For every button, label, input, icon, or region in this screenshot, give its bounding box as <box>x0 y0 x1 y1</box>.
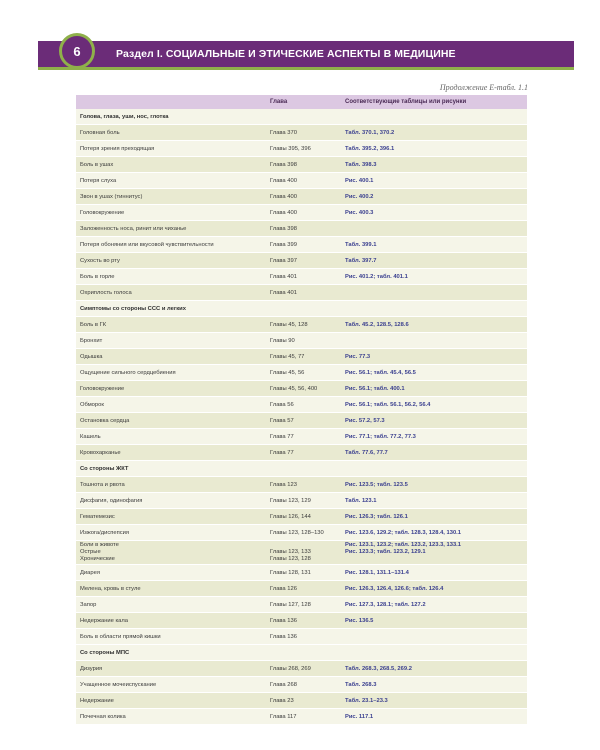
symptom-cell: Головокружение <box>76 205 266 221</box>
symptom-cell: Учащенное мочеиспускание <box>76 677 266 693</box>
refs-cell: Табл. 268.3, 268.5, 269.2 <box>341 661 527 677</box>
table-row <box>76 629 527 645</box>
symptom-cell: Боль в горле <box>76 269 266 285</box>
table-row <box>76 445 527 461</box>
refs-cell: Рис. 126.3; табл. 126.1 <box>341 509 527 525</box>
refs-cell: Табл. 397.7 <box>341 253 527 269</box>
refs-cell: Табл. 370.1, 370.2 <box>341 125 527 141</box>
refs-cell-line <box>345 556 523 563</box>
table-row <box>76 597 527 613</box>
refs-cell: Рис. 126.3, 126.4, 126.6; табл. 126.4 <box>341 581 527 597</box>
refs-cell: Рис. 128.1, 131.1–131.4 <box>341 565 527 581</box>
section-heading: Со стороны ЖКТ <box>76 461 527 477</box>
section-heading-row <box>76 461 527 477</box>
chapter-cell-line: Главы 123, 133 <box>270 549 311 555</box>
chapter-cell: Главы 45, 56 <box>266 365 341 381</box>
chapter-cell: Глава 123 <box>266 477 341 493</box>
chapter-cell: Глава 401 <box>266 269 341 285</box>
symptom-cell: Охриплость голоса <box>76 285 266 301</box>
refs-cell: Рис. 123.5; табл. 123.5 <box>341 477 527 493</box>
symptom-cell: Боль в области прямой кишки <box>76 629 266 645</box>
chapter-cell: Глава 136 <box>266 613 341 629</box>
refs-cell: Рис. 136.5 <box>341 613 527 629</box>
section-heading-row <box>76 109 527 125</box>
symptom-cell: Головокружение <box>76 381 266 397</box>
section-heading: Со стороны МПС <box>76 645 527 661</box>
chapter-cell: Главы 45, 77 <box>266 349 341 365</box>
chapter-cell: Главы 126, 144 <box>266 509 341 525</box>
refs-cell: Табл. 268.3 <box>341 677 527 693</box>
refs-cell: Рис. 127.3, 128.1; табл. 127.2 <box>341 597 527 613</box>
symptom-cell: Потеря зрения преходящая <box>76 141 266 157</box>
refs-cell <box>341 541 527 565</box>
refs-cell: Табл. 123.1 <box>341 493 527 509</box>
symptom-cell: Недержание <box>76 693 266 709</box>
symptom-cell: Потеря слуха <box>76 173 266 189</box>
refs-cell: Табл. 399.1 <box>341 237 527 253</box>
chapter-cell: Главы 45, 128 <box>266 317 341 333</box>
table-row <box>76 493 527 509</box>
table-row <box>76 525 527 541</box>
chapter-banner <box>38 41 574 70</box>
table-row <box>76 429 527 445</box>
symptom-cell: Кровохарканье <box>76 445 266 461</box>
symptom-cell <box>76 541 266 565</box>
symptom-cell: Сухость во рту <box>76 253 266 269</box>
chapter-cell: Глава 56 <box>266 397 341 413</box>
refs-cell <box>341 629 527 645</box>
symptom-cell: Боль в ГК <box>76 317 266 333</box>
symptom-cell: Заложенность носа, ринит или чиханье <box>76 221 266 237</box>
refs-cell <box>341 285 527 301</box>
symptom-cell: Запор <box>76 597 266 613</box>
table-header-row <box>76 95 527 109</box>
table-row <box>76 237 527 253</box>
refs-cell: Рис. 400.3 <box>341 205 527 221</box>
table-row <box>76 221 527 237</box>
refs-cell: Табл. 395.2, 396.1 <box>341 141 527 157</box>
table-row <box>76 397 527 413</box>
chapter-cell: Глава 126 <box>266 581 341 597</box>
refs-cell: Рис. 123.6, 129.2; табл. 128.3, 128.4, 130.1 <box>341 525 527 541</box>
refs-cell <box>341 221 527 237</box>
chapter-cell: Главы 123, 129 <box>266 493 341 509</box>
symptom-cell: Боль в ушах <box>76 157 266 173</box>
table-row <box>76 125 527 141</box>
refs-cell: Рис. 77.3 <box>341 349 527 365</box>
symptom-cell: Тошнота и рвота <box>76 477 266 493</box>
table-row <box>76 333 527 349</box>
symptom-cell: Почечная колика <box>76 709 266 725</box>
symptom-cell: Дизурия <box>76 661 266 677</box>
symptom-cell-line: Боли в животе <box>80 542 119 548</box>
column-header-refs: Соответствующие таблицы или рисунки <box>341 95 527 109</box>
section-heading-row <box>76 301 527 317</box>
chapter-cell: Глава 77 <box>266 429 341 445</box>
refs-cell: Табл. 77.6, 77.7 <box>341 445 527 461</box>
chapter-cell: Глава 268 <box>266 677 341 693</box>
symptom-cell-line: Острые <box>80 549 101 555</box>
chapter-cell: Главы 127, 128 <box>266 597 341 613</box>
column-header-chapter: Глава <box>266 95 341 109</box>
chapter-cell: Глава 400 <box>266 173 341 189</box>
refs-cell: Рис. 56.1; табл. 56.1, 56.2, 56.4 <box>341 397 527 413</box>
chapter-cell: Глава 77 <box>266 445 341 461</box>
chapter-cell-line <box>270 542 337 549</box>
table-row <box>76 661 527 677</box>
refs-cell: Табл. 398.3 <box>341 157 527 173</box>
table-row <box>76 365 527 381</box>
table-row <box>76 189 527 205</box>
chapter-cell: Глава 399 <box>266 237 341 253</box>
symptom-cell: Мелена, кровь в стуле <box>76 581 266 597</box>
table-row <box>76 349 527 365</box>
table-row <box>76 509 527 525</box>
refs-cell: Рис. 400.1 <box>341 173 527 189</box>
chapter-cell: Глава 370 <box>266 125 341 141</box>
section-heading: Симптомы со стороны ССС и легких <box>76 301 527 317</box>
table-row <box>76 381 527 397</box>
chapter-cell <box>266 541 341 565</box>
column-header-symptom <box>76 95 266 109</box>
refs-cell: Рис. 56.1; табл. 45.4, 56.5 <box>341 365 527 381</box>
table-row <box>76 541 527 565</box>
refs-cell-line: Рис. 123.1, 123.2; табл. 123.2, 123.3, 133.1 <box>345 542 462 548</box>
refs-cell: Рис. 400.2 <box>341 189 527 205</box>
chapter-cell: Глава 136 <box>266 629 341 645</box>
symptom-cell: Одышка <box>76 349 266 365</box>
chapter-cell: Главы 268, 269 <box>266 661 341 677</box>
table-row <box>76 565 527 581</box>
symptoms-table <box>76 95 527 725</box>
symptom-cell: Головная боль <box>76 125 266 141</box>
chapter-cell: Глава 117 <box>266 709 341 725</box>
section-title: Раздел I. СОЦИАЛЬНЫЕ И ЭТИЧЕСКИЕ АСПЕКТЫ В МЕДИЦИНЕ <box>116 48 456 60</box>
refs-cell: Рис. 77.1; табл. 77.2, 77.3 <box>341 429 527 445</box>
table-row <box>76 581 527 597</box>
refs-cell: Рис. 57.2, 57.3 <box>341 413 527 429</box>
chapter-cell: Главы 90 <box>266 333 341 349</box>
symptom-cell: Звон в ушах (тиннитус) <box>76 189 266 205</box>
section-heading: Голова, глаза, уши, нос, глотка <box>76 109 527 125</box>
symptom-cell: Потеря обоняния или вкусовой чувствительности <box>76 237 266 253</box>
symptom-cell: Бронхит <box>76 333 266 349</box>
section-heading-row <box>76 645 527 661</box>
symptom-cell: Кашель <box>76 429 266 445</box>
chapter-cell: Главы 45, 56, 400 <box>266 381 341 397</box>
symptom-cell: Диарея <box>76 565 266 581</box>
chapter-cell: Глава 57 <box>266 413 341 429</box>
chapter-cell: Глава 398 <box>266 221 341 237</box>
page-number: 6 <box>59 33 95 69</box>
symptom-cell-line: Хронические <box>80 556 115 562</box>
chapter-cell: Глава 23 <box>266 693 341 709</box>
table-row <box>76 413 527 429</box>
table-row <box>76 693 527 709</box>
table-row <box>76 317 527 333</box>
chapter-cell: Глава 401 <box>266 285 341 301</box>
table-caption: Продолжение Е-табл. 1.1 <box>439 83 528 92</box>
table-row <box>76 709 527 725</box>
chapter-cell: Глава 397 <box>266 253 341 269</box>
chapter-cell: Главы 128, 131 <box>266 565 341 581</box>
chapter-cell: Глава 400 <box>266 189 341 205</box>
symptom-cell: Ощущение сильного сердцебиения <box>76 365 266 381</box>
refs-cell <box>341 333 527 349</box>
symptom-cell: Дисфагия, одинофагия <box>76 493 266 509</box>
chapter-cell: Главы 123, 128–130 <box>266 525 341 541</box>
refs-cell: Рис. 56.1; табл. 400.1 <box>341 381 527 397</box>
chapter-cell: Глава 400 <box>266 205 341 221</box>
symptom-cell: Остановка сердца <box>76 413 266 429</box>
table-row <box>76 157 527 173</box>
refs-cell: Табл. 23.1–23.3 <box>341 693 527 709</box>
table-row <box>76 613 527 629</box>
table-row <box>76 141 527 157</box>
symptom-cell: Изжога/диспепсия <box>76 525 266 541</box>
table-row <box>76 477 527 493</box>
symptom-cell: Гематемезис <box>76 509 266 525</box>
table-row <box>76 269 527 285</box>
symptom-cell: Недержание кала <box>76 613 266 629</box>
table-row <box>76 253 527 269</box>
chapter-cell-line: Главы 123, 128 <box>270 556 311 562</box>
refs-cell: Рис. 401.2; табл. 401.1 <box>341 269 527 285</box>
table-row <box>76 677 527 693</box>
symptom-cell: Обморок <box>76 397 266 413</box>
table-row <box>76 285 527 301</box>
refs-cell: Рис. 117.1 <box>341 709 527 725</box>
chapter-cell: Глава 398 <box>266 157 341 173</box>
table-row <box>76 205 527 221</box>
refs-cell: Табл. 45.2, 128.5, 128.6 <box>341 317 527 333</box>
refs-cell-line: Рис. 123.3; табл. 123.2, 129.1 <box>345 549 426 555</box>
chapter-cell: Главы 395, 396 <box>266 141 341 157</box>
table-row <box>76 173 527 189</box>
